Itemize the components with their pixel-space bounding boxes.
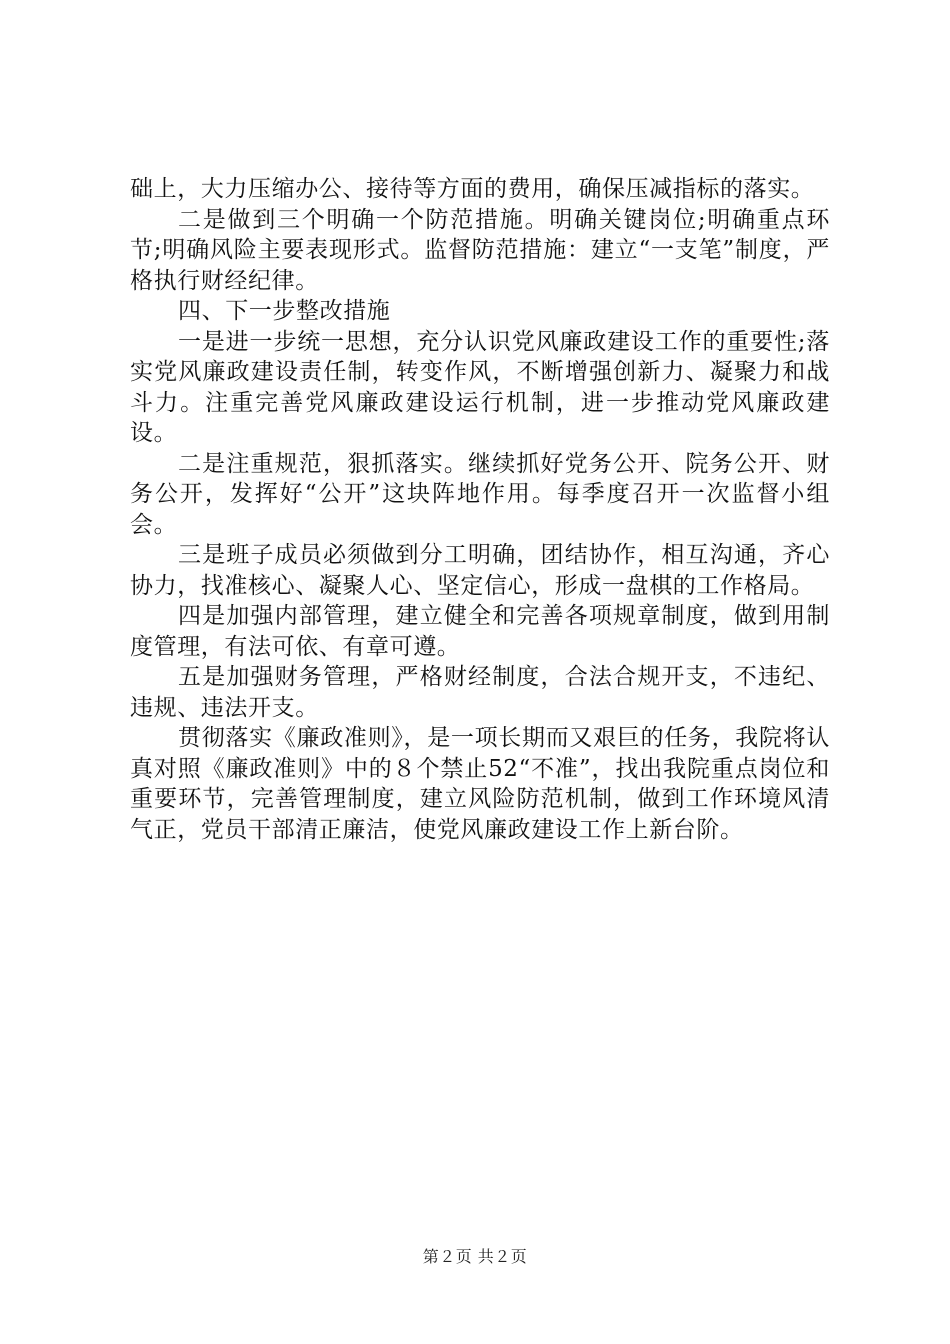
paragraph-step-five: 五是加强财务管理，严格财经制度，合法合规开支，不违纪、违规、违法开支。 [130, 664, 830, 721]
paragraph-step-three: 三是班子成员必须做到分工明确，团结协作，相互沟通，齐心协力，找准核心、凝聚人心、坚定信心，形成一盘棋的工作格局。 [130, 542, 830, 599]
paragraph-step-two: 二是注重规范，狠抓落实。继续抓好党务公开、院务公开、财务公开，发挥好“公开”这块阵地作用。每季度召开一次监督小组会。 [130, 450, 830, 538]
paragraph-conclusion: 贯彻落实《廉政准则》，是一项长期而又艰巨的任务，我院将认真对照《廉政准则》中的８个禁止52“不准”，找出我院重点岗位和重要环节，完善管理制度，建立风险防范机制，做到工作环境风清气正，党员干部清正廉洁，使党风廉政建设工作上新台阶。 [130, 725, 830, 843]
paragraph-step-four: 四是加强内部管理，建立健全和完善各项规章制度，做到用制度管理，有法可依、有章可遵。 [130, 603, 830, 660]
paragraph-continuation: 础上，大力压缩办公、接待等方面的费用，确保压减指标的落实。 [130, 176, 815, 202]
paragraph-measure-two: 二是做到三个明确一个防范措施。明确关键岗位;明确重点环节;明确风险主要表现形式。监督防范措施：建立“一支笔”制度，严格执行财经纪律。 [130, 206, 830, 294]
page-number-footer: 第２页 共２页 [422, 1247, 528, 1266]
paragraph-step-one: 一是进一步统一思想，充分认识党风廉政建设工作的重要性;落实党风廉政建设责任制，转变作风，不断增强创新力、凝聚力和战斗力。注重完善党风廉政建设运行机制，进一步推动党风廉政建设。 [130, 328, 830, 446]
document-body [130, 174, 830, 845]
section-heading-next-steps: 四、下一步整改措施 [178, 298, 391, 324]
